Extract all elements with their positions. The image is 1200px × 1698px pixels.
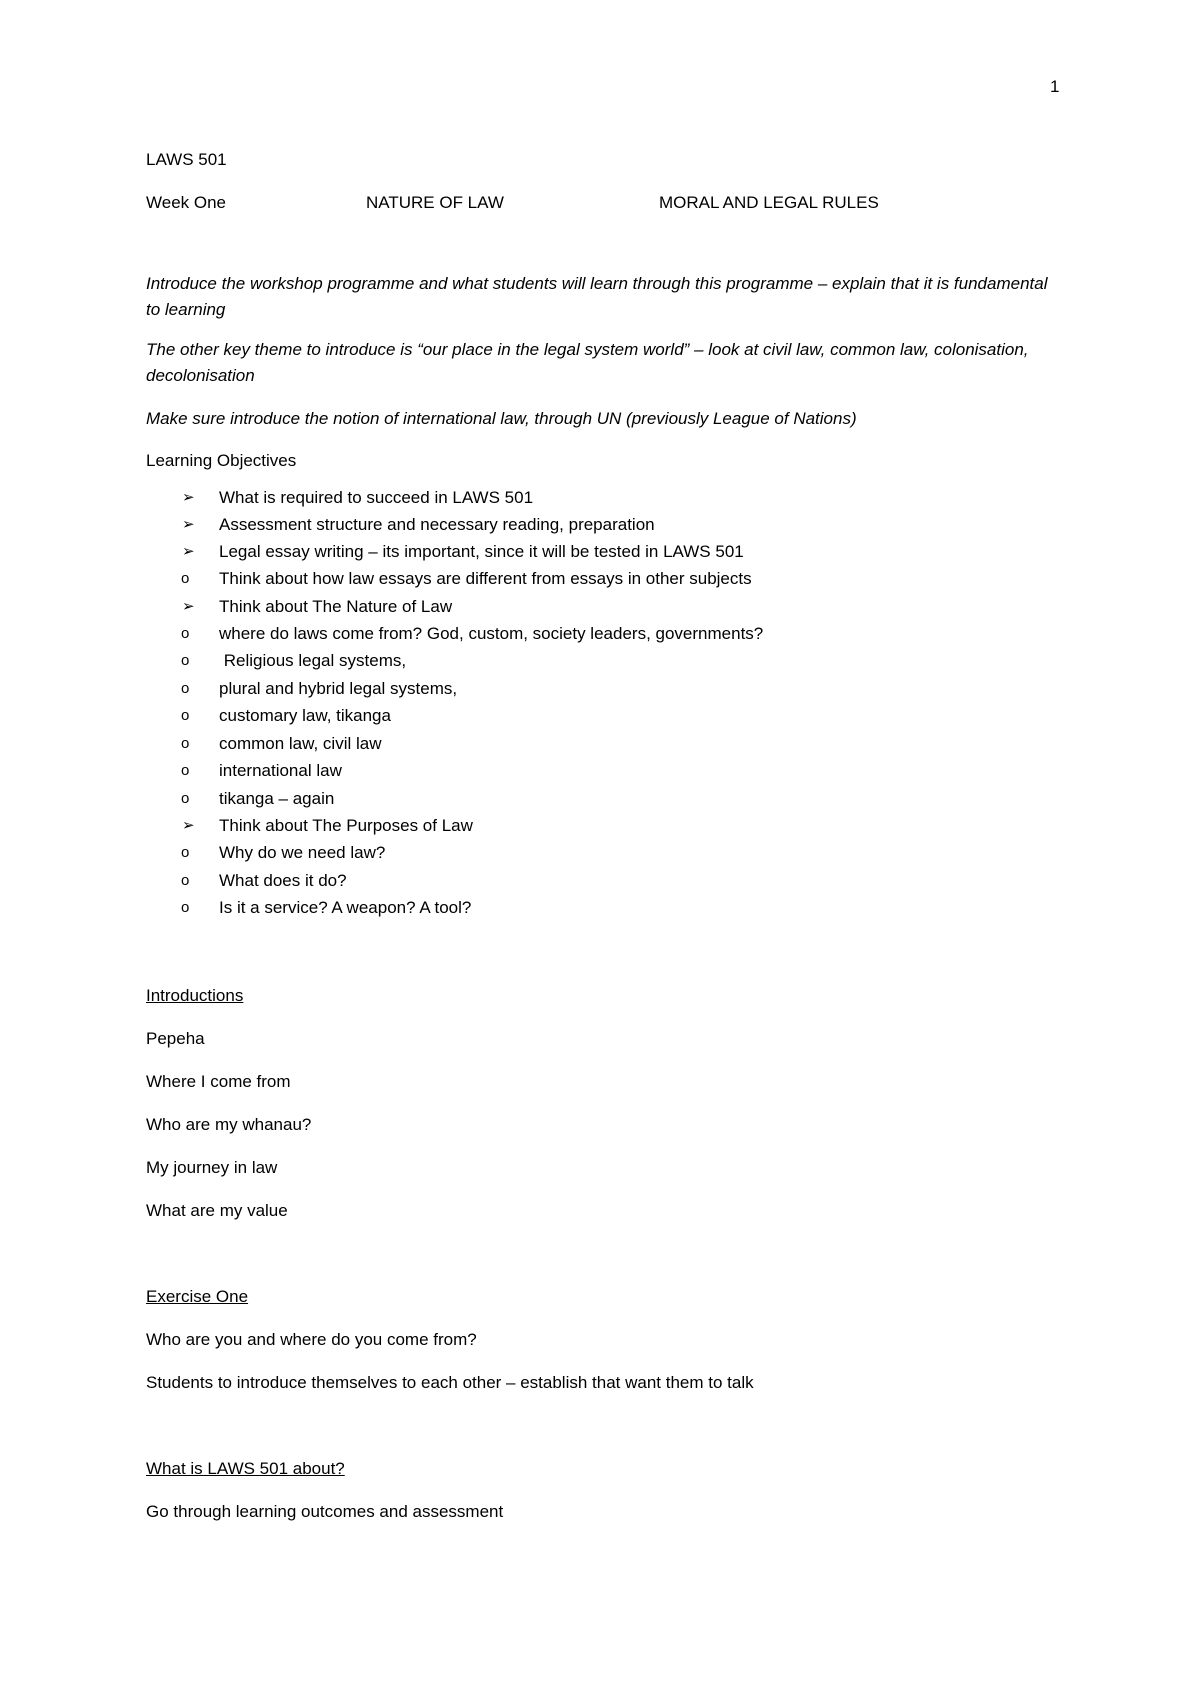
sublist-item: o Why do we need law? xyxy=(219,839,1066,867)
list-item: ➢ Think about The Nature of Law o where do laws come from? God, custom, society leaders, governments? o Religious legal systems, o plural and hybrid legal systems, o customary law, tikanga o common law, civil law o international law o tikanga – again xyxy=(146,593,1066,813)
topic-label: NATURE OF LAW xyxy=(366,193,504,212)
sublist-item: o plural and hybrid legal systems, xyxy=(219,675,1066,703)
introductions-item: What are my value xyxy=(146,1200,288,1220)
course-code: LAWS 501 xyxy=(146,150,227,169)
circle-bullet-icon: o xyxy=(181,570,190,587)
exercise-instruction: Students to introduce themselves to each other – establish that want them to talk xyxy=(146,1372,754,1392)
sublist-item: o customary law, tikanga xyxy=(219,702,1066,730)
sublist-item: o common law, civil law xyxy=(219,730,1066,758)
note-line-1: Introduce the workshop programme and what students will learn through this programme – explain that it is fundamental to learning xyxy=(146,274,1048,319)
circle-bullet-icon: o xyxy=(181,734,190,752)
introductions-item: Pepeha xyxy=(146,1028,205,1048)
purposes-sublist xyxy=(181,839,1066,922)
list-item: ➢ Think about The Purposes of Law o Why do we need law? o What does it do? o Is it a service? A weapon? A tool? xyxy=(146,812,1066,922)
sublist-item: o tikanga – again xyxy=(219,785,1066,813)
note-line-3: Make sure introduce the notion of international law, through UN (previously League of Nations) xyxy=(146,409,857,428)
circle-bullet-icon: o xyxy=(181,624,190,642)
introductions-item: My journey in law xyxy=(146,1157,278,1177)
objectives-heading: Learning Objectives xyxy=(146,451,297,470)
sublist-item: o Is it a service? A weapon? A tool? xyxy=(219,894,1066,922)
sublist-item: o What does it do? xyxy=(219,867,1066,895)
list-item: ➢ What is required to succeed in LAWS 501 xyxy=(146,484,1066,511)
note-line-2: The other key theme to introduce is “our place in the legal system world” – look at civil law, common law, colonisation, decolonisation xyxy=(146,340,1029,385)
header-row xyxy=(146,191,1066,214)
circle-bullet-icon: o xyxy=(181,679,190,697)
circle-bullet-icon: o xyxy=(181,762,190,779)
circle-bullet-icon: o xyxy=(181,871,190,889)
circle-bullet-icon: o xyxy=(181,652,190,669)
week-label: Week One xyxy=(146,193,227,212)
arrow-bullet-icon: ➢ xyxy=(182,597,195,615)
document-body xyxy=(146,148,1066,1523)
circle-bullet-icon: o xyxy=(181,789,190,807)
exercise-question: Who are you and where do you come from? xyxy=(146,1329,477,1349)
introductions-item: Where I come from xyxy=(146,1071,291,1091)
objectives-list xyxy=(146,484,1066,922)
sublist-item: o international law xyxy=(219,757,1066,785)
subtopic-label: MORAL AND LEGAL RULES xyxy=(659,193,879,212)
arrow-bullet-icon: ➢ xyxy=(182,489,195,506)
arrow-bullet-icon: ➢ xyxy=(182,817,195,834)
exercise-heading: Exercise One xyxy=(146,1286,249,1306)
list-item: ➢ Legal essay writing – its important, since it will be tested in LAWS 501 o Think about how law essays are different from essays in other subjects xyxy=(146,538,1066,593)
sublist-item: o where do laws come from? God, custom, society leaders, governments? xyxy=(219,620,1066,648)
nature-sublist xyxy=(181,620,1066,813)
sublist-item: o Think about how law essays are different from essays in other subjects xyxy=(219,565,1066,593)
circle-bullet-icon: o xyxy=(181,899,190,916)
circle-bullet-icon: o xyxy=(181,707,190,724)
introductions-heading: Introductions xyxy=(146,985,244,1005)
arrow-bullet-icon: ➢ xyxy=(182,516,195,533)
about-text: Go through learning outcomes and assessment xyxy=(146,1501,504,1521)
arrow-bullet-icon: ➢ xyxy=(182,543,195,560)
list-item: ➢ Assessment structure and necessary reading, preparation xyxy=(146,511,1066,538)
page-number: 1 xyxy=(1050,77,1060,96)
sublist-item: o Religious legal systems, xyxy=(219,647,1066,675)
introductions-item: Who are my whanau? xyxy=(146,1114,312,1134)
about-heading: What is LAWS 501 about? xyxy=(146,1458,345,1478)
circle-bullet-icon: o xyxy=(181,844,190,861)
